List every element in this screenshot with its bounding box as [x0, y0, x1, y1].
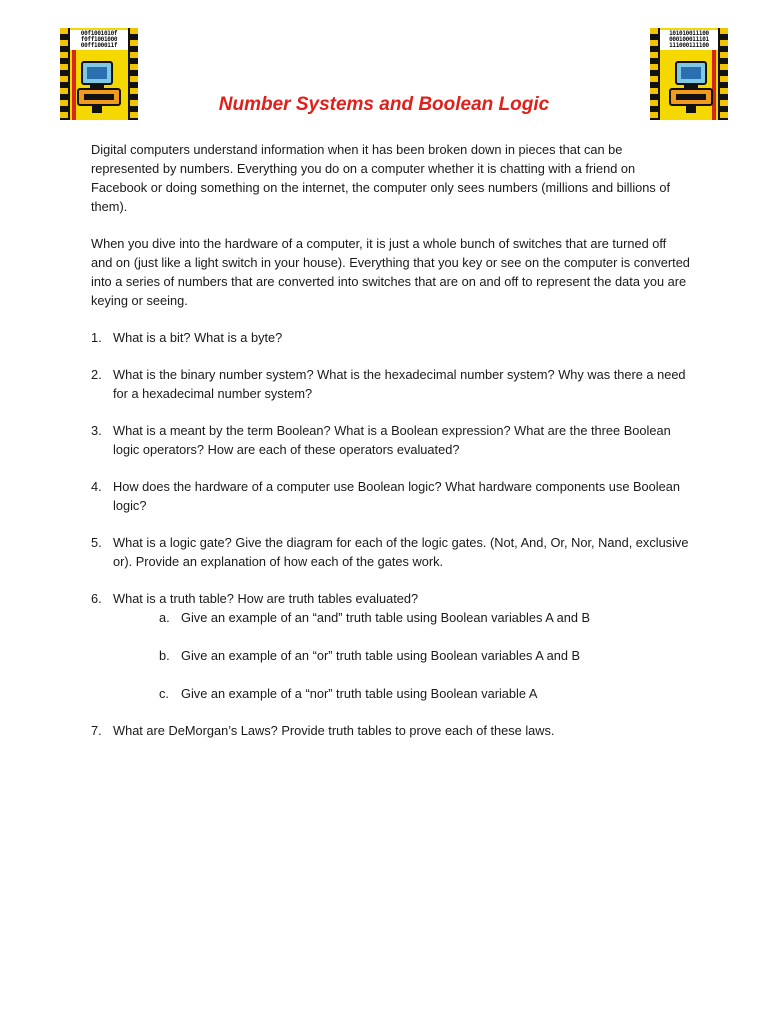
question-number: 2. [91, 367, 102, 382]
document-body [91, 140, 691, 758]
intro-paragraph: Digital computers understand information when it has been broken down in pieces that can be represented by numbers. Everything you do on a computer whether it is chatting with a friend on Facebook or doing something on the internet, the computer only sees numbers (millions and billions of them). [91, 142, 671, 214]
question-list [91, 328, 691, 740]
sub-question-item [159, 608, 691, 627]
page-title: Number Systems and Boolean Logic [218, 94, 550, 115]
sub-question-item [159, 646, 691, 665]
question-text: What is the binary number system? What is the hexadecimal number system? Why was there a need for a hexadecimal number system? [113, 367, 686, 401]
question-text: How does the hardware of a computer use Boolean logic? What hardware components use Boolean logic? [113, 479, 680, 513]
question-text: What is a logic gate? Give the diagram for each of the logic gates. (Not, And, Or, Nor, Nand, exclusive or). Provide an explanation of how each of the gates work. [113, 535, 689, 569]
intro-paragraph: When you dive into the hardware of a computer, it is just a whole bunch of switches that are turned off and on (just like a light switch in your house). Everything that you key or see on the computer is converted into a series of numbers that are converted into switches that are on and off to represent the data you are keying or seeing. [91, 236, 690, 308]
question-number: 7. [91, 723, 102, 738]
question-number: 4. [91, 479, 102, 494]
question-item [91, 328, 691, 347]
question-number: 1. [91, 330, 102, 345]
sub-question-text: Give an example of an “or” truth table using Boolean variables A and B [181, 648, 581, 663]
question-item [91, 533, 691, 571]
question-number: 6. [91, 591, 102, 606]
sub-question-letter: a. [159, 610, 170, 625]
logo-binary-text: 101010011100 000100011101 111000111100 [660, 30, 718, 50]
sub-question-text: Give an example of an “and” truth table using Boolean variables A and B [181, 610, 591, 625]
question-item [91, 721, 691, 740]
sub-question-item [159, 684, 691, 703]
question-item [91, 365, 691, 403]
question-text: What is a truth table? How are truth tables evaluated? [113, 591, 419, 606]
sub-question-letter: c. [159, 686, 169, 701]
logo-binary-text: 00f1001010f f0ff1001000 00ff100011f [70, 30, 128, 50]
sub-question-list [113, 608, 691, 703]
question-item [91, 477, 691, 515]
question-item [91, 589, 691, 703]
sub-question-letter: b. [159, 648, 170, 663]
question-number: 5. [91, 535, 102, 550]
question-text: What are DeMorgan’s Laws? Provide truth tables to prove each of these laws. [113, 723, 555, 738]
question-text: What is a meant by the term Boolean? What is a Boolean expression? What are the three Boolean logic operators? How are each of these operators evaluated? [113, 423, 671, 457]
question-number: 3. [91, 423, 102, 438]
sub-question-text: Give an example of a “nor” truth table using Boolean variable A [181, 686, 538, 701]
question-text: What is a bit? What is a byte? [113, 330, 283, 345]
question-item [91, 421, 691, 459]
